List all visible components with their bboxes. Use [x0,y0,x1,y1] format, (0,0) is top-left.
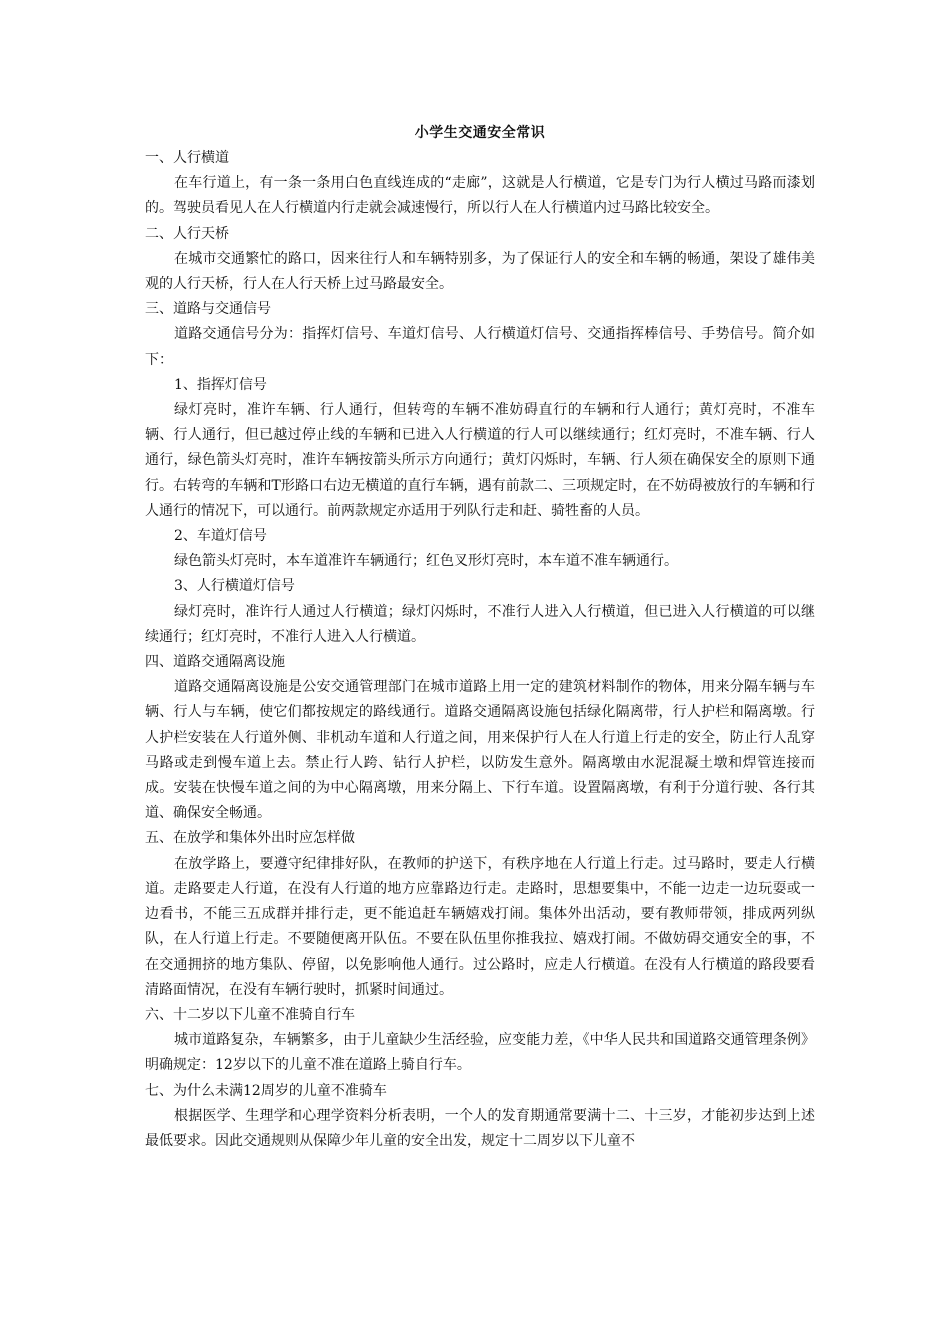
paragraph: 绿色箭头灯亮时，本车道准许车辆通行；红色叉形灯亮时，本车道不准车辆通行。 [174,553,678,570]
section-heading: 六、十二岁以下儿童不准骑自行车 [145,1006,355,1023]
document-page [145,120,815,1154]
section-heading: 四、道路交通隔离设施 [145,654,285,671]
paragraph: 绿灯亮时，准许车辆、行人通行，但转弯的车辆不准妨碍直行的车辆和行人通行；黄灯亮时，不准车辆、行人通行，但已越过停止线的车辆和已进入人行横道的行人可以继续通行；红灯亮时，不准车辆、行人通行，绿色箭头灯亮时，准许车辆按箭头所示方向通行；黄灯闪烁时，车辆、行人须在确保安全的原则下通行。右转弯的车辆和T形路口右边无横道的直行车辆，遇有前款二、三项规定时，在不妨碍被放行的车辆和行人通行的情况下，可以通行。前两款规定亦适用于列队行走和赶、骑牲畜的人员。 [145,402,815,519]
paragraph: 在车行道上，有一条一条用白色直线连成的“走廊”，这就是人行横道，它是专门为行人横过马路而漆划的。驾驶员看见人在人行横道内行走就会减速慢行，所以行人在人行横道内过马路比较安全。 [145,175,815,217]
document-title: 小学生交通安全常识 [414,125,546,141]
section-heading: 二、人行天桥 [145,225,229,242]
paragraph: 道路交通信号分为：指挥灯信号、车道灯信号、人行横道灯信号、交通指挥棒信号、手势信号。简介如下： [145,326,815,368]
paragraph: 在放学路上，要遵守纪律排好队，在教师的护送下，有秩序地在人行道上行走。过马路时，要走人行横道。走路要走人行道，在没有人行道的地方应靠路边行走。走路时，思想要集中，不能一边走一边玩耍或一边看书，不能三五成群并排行走，更不能追赶车辆嬉戏打闹。集体外出活动，要有教师带领，排成两列纵队，在人行道上行走。不要随便离开队伍。不要在队伍里你推我拉、嬉戏打闹。不做妨碍交通安全的事，不在交通拥挤的地方集队、停留，以免影响他人通行。过公路时，应走人行横道。在没有人行横道的路段要看清路面情况，在没有车辆行驶时，抓紧时间通过。 [145,855,815,998]
subsection-heading: 1、指挥灯信号 [174,376,267,393]
paragraph: 道路交通隔离设施是公安交通管理部门在城市道路上用一定的建筑材料制作的物体，用来分隔车辆与车辆、行人与车辆，使它们都按规定的路线通行。道路交通隔离设施包括绿化隔离带，行人护栏和隔离墩。行人护栏安装在人行道外侧、非机动车道和人行道之间，用来保护行人在人行道上行走的安全，防止行人乱穿马路或走到慢车道上去。禁止行人跨、钻行人护栏，以防发生意外。隔离墩由水泥混凝土墩和焊管连接而成。安装在快慢车道之间的为中心隔离墩，用来分隔上、下行车道。设置隔离墩，有利于分道行驶、各行其道、确保安全畅通。 [145,679,815,822]
subsection-heading: 2、车道灯信号 [174,528,267,545]
section-heading: 五、在放学和集体外出时应怎样做 [145,830,355,847]
paragraph: 根据医学、生理学和心理学资料分析表明，一个人的发育期通常要满十二、十三岁，才能初步达到上述最低要求。因此交通规则从保障少年儿童的安全出发，规定十二周岁以下儿童不 [145,1107,815,1149]
paragraph: 在城市交通繁忙的路口，因来往行人和车辆特别多，为了保证行人的安全和车辆的畅通，架设了雄伟美观的人行天桥，行人在人行天桥上过马路最安全。 [145,250,815,293]
subsection-heading: 3、人行横道灯信号 [174,578,295,595]
paragraph: 城市道路复杂，车辆繁多，由于儿童缺少生活经验，应变能力差，《中华人民共和国道路交通管理条例》明确规定：12岁以下的儿童不准在道路上骑自行车。 [145,1032,815,1074]
section-heading: 三、道路与交通信号 [145,301,271,318]
section-heading: 一、人行横道 [145,150,229,166]
paragraph: 绿灯亮时，准许行人通过人行横道；绿灯闪烁时，不准行人进入人行横道，但已进入人行横道的可以继续通行；红灯亮时，不准行人进入人行横道。 [145,603,815,645]
section-heading: 七、为什么未满12周岁的儿童不准骑车 [145,1082,387,1099]
